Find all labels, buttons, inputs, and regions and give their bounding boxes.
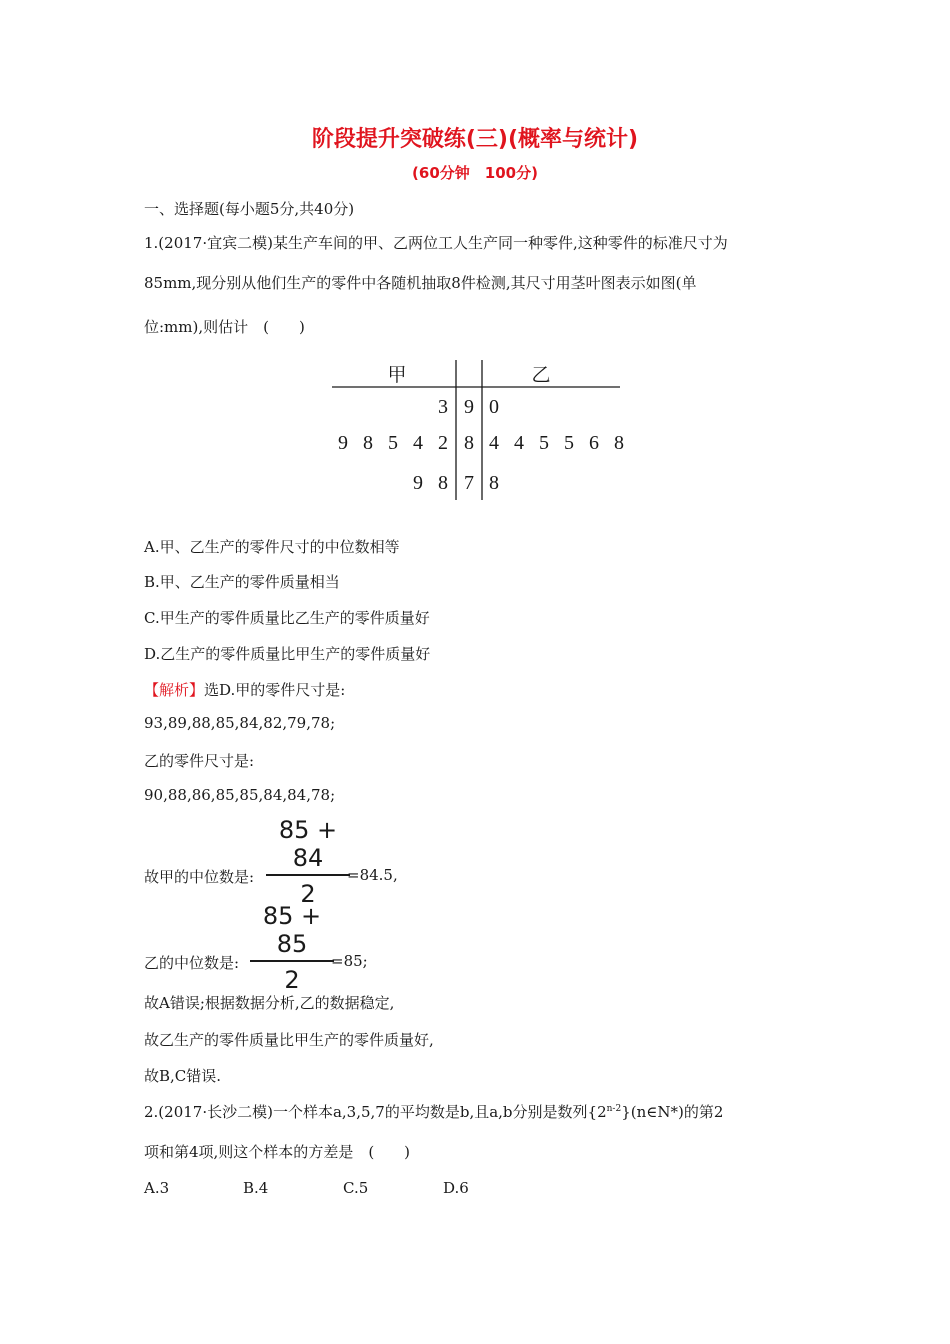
question-1-line-1: 1.(2017·宜宾二模)某生产车间的甲、乙两位工人生产同一种零件,这种零件的标准尺寸为	[144, 234, 728, 252]
plot-rows	[338, 396, 624, 494]
plot-leaf-right: 6	[589, 432, 599, 454]
plot-header-yi: 乙	[531, 364, 551, 386]
plot-leaf-right: 8	[614, 432, 624, 454]
option-c: C.甲生产的零件质量比乙生产的零件质量好	[144, 609, 430, 627]
plot-stem: 9	[464, 396, 474, 418]
q2-option-b: B.4	[243, 1179, 269, 1197]
section-heading: 一、选择题(每小题5分,共40分)	[144, 200, 355, 218]
jia-fraction-numerator: 85 + 84	[278, 816, 338, 872]
yi-fraction-denominator: 2	[284, 966, 300, 994]
yi-values: 90,88,86,85,85,84,84,78;	[144, 786, 336, 804]
yi-median-result: =85;	[331, 952, 368, 970]
conclusion-3: 故B,C错误.	[144, 1067, 222, 1085]
plot-leaf-right: 4	[489, 432, 499, 454]
plot-leaf-left: 3	[438, 396, 448, 418]
option-a: A.甲、乙生产的零件尺寸的中位数相等	[144, 538, 400, 556]
conclusion-1: 故A错误;根据数据分析,乙的数据稳定,	[144, 994, 395, 1012]
plot-header-jia: 甲	[387, 364, 407, 386]
plot-leaf-right: 5	[564, 432, 574, 454]
jia-median-result: =84.5,	[347, 866, 398, 884]
page-subtitle: (60分钟 100分)	[412, 164, 538, 182]
plot-leaf-left: 9	[338, 432, 348, 454]
plot-leaf-right: 8	[489, 472, 499, 494]
plot-leaf-left: 8	[363, 432, 373, 454]
yi-values-intro: 乙的零件尺寸是:	[144, 752, 255, 770]
question-2-line-2: 项和第4项,则这个样本的方差是 ( )	[144, 1143, 411, 1161]
question-2-line-1-end: (n∈N*)的第2	[630, 1103, 724, 1121]
plot-stem: 7	[464, 472, 474, 494]
yi-median-fraction	[250, 902, 334, 994]
question-1-line-2: 85mm,现分别从他们生产的零件中各随机抽取8件检测,其尺寸用茎叶图表示如图(单	[144, 274, 697, 292]
sequence-base: {2	[587, 1103, 607, 1121]
stem-leaf-plot	[0, 0, 950, 520]
option-d: D.乙生产的零件质量比甲生产的零件质量好	[144, 645, 431, 663]
jia-median-label: 故甲的中位数是:	[144, 868, 255, 886]
page-title: 阶段提升突破练(三)(概率与统计)	[311, 127, 639, 152]
plot-stem: 8	[464, 432, 474, 454]
plot-leaf-left: 2	[438, 432, 448, 454]
sequence-exponent: n-2	[606, 1104, 622, 1114]
q2-option-d: D.6	[443, 1179, 469, 1197]
jia-fraction-denominator: 2	[300, 880, 316, 908]
jia-median-fraction	[266, 816, 350, 908]
conclusion-2: 故乙生产的零件质量比甲生产的零件质量好,	[144, 1031, 434, 1049]
solution-tag: 【解析】	[144, 681, 205, 699]
yi-median-label: 乙的中位数是:	[144, 954, 240, 972]
option-b: B.甲、乙生产的零件质量相当	[144, 573, 340, 591]
question-1-line-3: 位:mm),则估计 ( )	[144, 318, 305, 336]
jia-values: 93,89,88,85,84,82,79,78;	[144, 714, 336, 732]
yi-fraction-bar	[250, 960, 334, 962]
plot-leaf-right: 0	[489, 396, 499, 418]
q2-option-c: C.5	[343, 1179, 369, 1197]
q2-option-a: A.3	[144, 1179, 170, 1197]
jia-fraction-bar	[266, 874, 350, 876]
question-2-line-1	[144, 1101, 723, 1122]
plot-leaf-left: 5	[388, 432, 398, 454]
solution-intro: 选D.甲的零件尺寸是:	[204, 681, 346, 699]
plot-leaf-right: 4	[514, 432, 524, 454]
yi-fraction-numerator: 85 + 85	[262, 902, 322, 958]
solution-line-1	[144, 679, 345, 700]
sequence-expression	[588, 1103, 631, 1121]
plot-leaf-left: 9	[413, 472, 423, 494]
plot-leaf-left: 8	[438, 472, 448, 494]
question-2-line-1-start: 2.(2017·长沙二模)一个样本a,3,5,7的平均数是b,且a,b分别是数列	[144, 1103, 588, 1121]
plot-leaf-right: 5	[539, 432, 549, 454]
sequence-close: }	[621, 1103, 631, 1121]
plot-leaf-left: 4	[413, 432, 423, 454]
